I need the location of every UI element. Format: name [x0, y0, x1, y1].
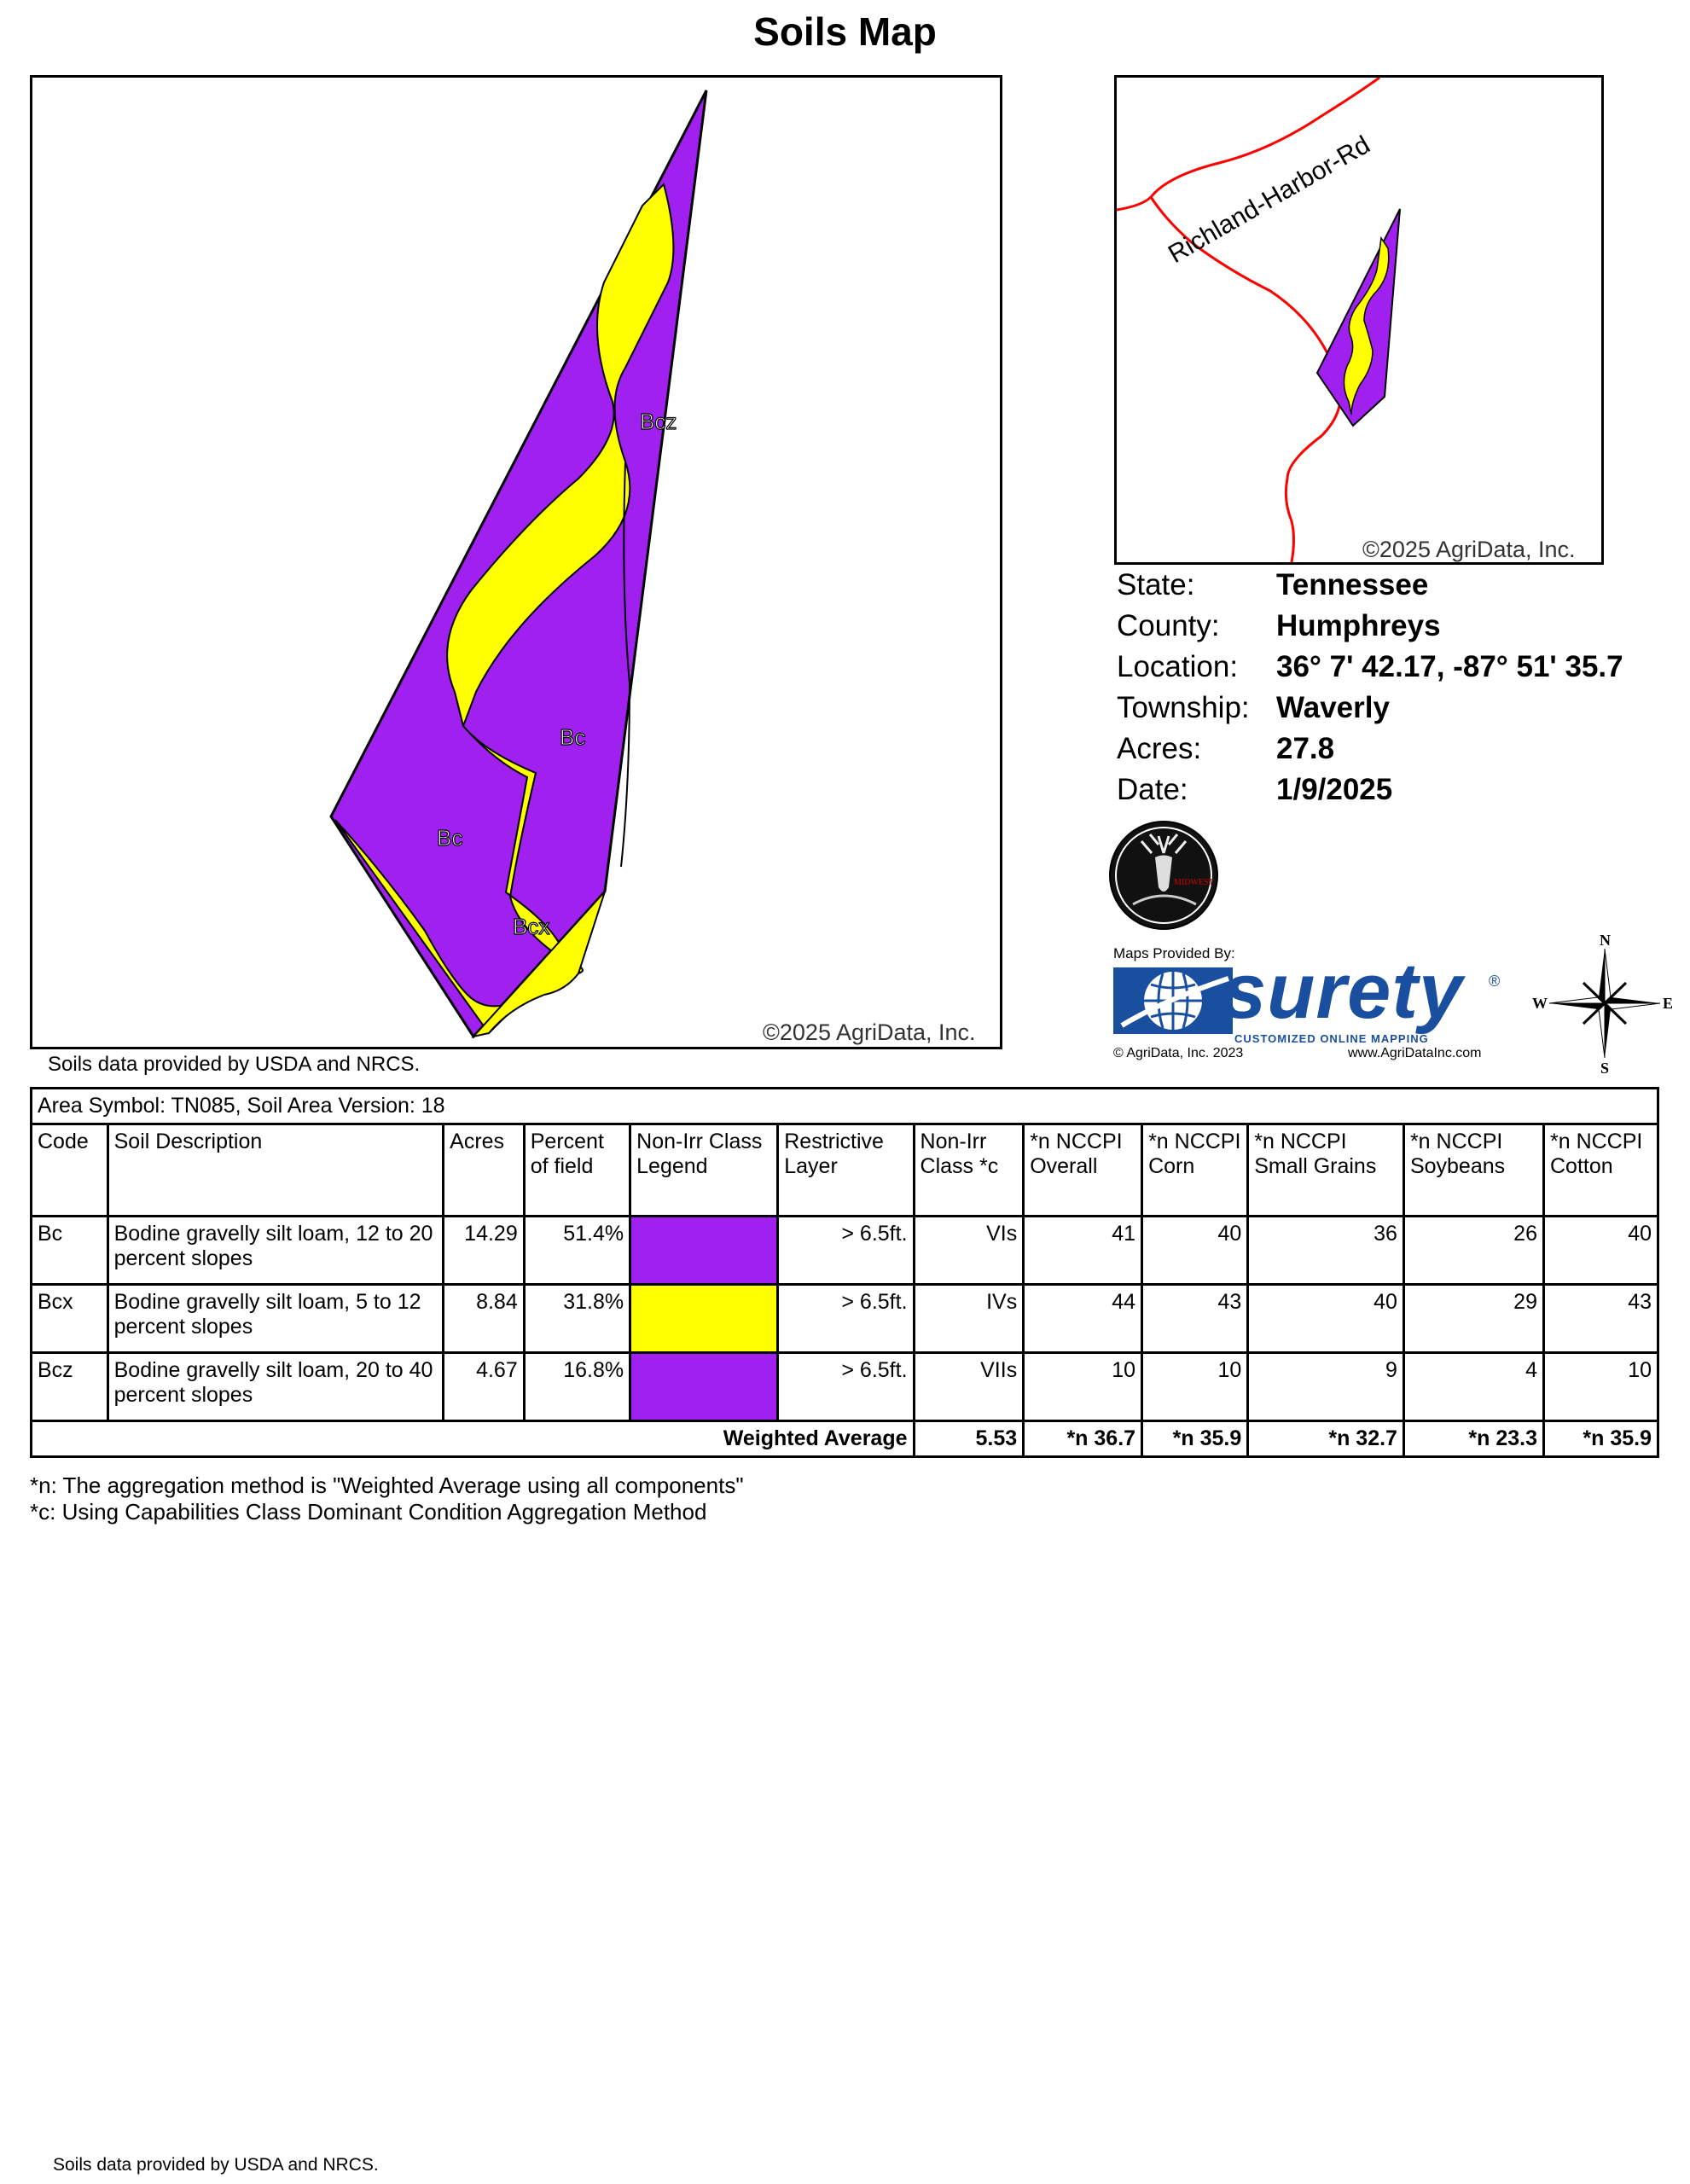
header-corn: *n NCCPI Corn	[1142, 1124, 1248, 1217]
midwest-logo-text: MIDWEST	[1174, 878, 1214, 887]
row-soybeans: 26	[1403, 1217, 1543, 1285]
map-label-bc-2: Bc	[437, 825, 463, 851]
row-cotton: 43	[1543, 1285, 1658, 1353]
row-code: Bcx	[32, 1285, 108, 1353]
row-small-grains: 40	[1248, 1285, 1404, 1353]
surety-tagline: CUSTOMIZED ONLINE MAPPING	[1234, 1032, 1429, 1045]
maps-provided-by: Maps Provided By:	[1113, 945, 1235, 961]
area-symbol: Area Symbol: TN085, Soil Area Version: 18	[32, 1089, 1658, 1124]
row-class: IVs	[914, 1285, 1024, 1353]
page-title: Soils Map	[753, 9, 937, 54]
header-small-grains: *n NCCPI Small Grains	[1248, 1124, 1404, 1217]
compass-icon	[1532, 932, 1677, 1075]
header-percent: Percent of field	[524, 1124, 630, 1217]
compass-e: E	[1663, 995, 1674, 1012]
header-description: Soil Description	[107, 1124, 444, 1217]
inset-copyright: ©2025 AgriData, Inc.	[1362, 537, 1576, 562]
row-restrictive: > 6.5ft.	[778, 1285, 914, 1353]
compass-w: W	[1532, 995, 1548, 1012]
row-acres: 4.67	[444, 1353, 525, 1421]
soil-table	[30, 1087, 1659, 1458]
row-overall: 10	[1024, 1353, 1142, 1421]
row-small-grains: 9	[1248, 1353, 1404, 1421]
table-header-row	[32, 1124, 1658, 1217]
weighted-small-grains: *n 32.7	[1248, 1421, 1404, 1457]
midwest-logo	[1107, 819, 1220, 932]
weighted-soybeans: *n 23.3	[1403, 1421, 1543, 1457]
row-description: Bodine gravelly silt loam, 20 to 40 percent slopes	[107, 1353, 444, 1421]
row-acres: 8.84	[444, 1285, 525, 1353]
row-description: Bodine gravelly silt loam, 12 to 20 percent slopes	[107, 1217, 444, 1285]
header-overall: *n NCCPI Overall	[1024, 1124, 1142, 1217]
row-corn: 43	[1142, 1285, 1248, 1353]
agridata-copyright: © AgriData, Inc. 2023	[1113, 1046, 1244, 1060]
header-restrictive: Restrictive Layer	[778, 1124, 914, 1217]
row-legend-swatch	[630, 1285, 778, 1353]
row-acres: 14.29	[444, 1217, 525, 1285]
weighted-class: 5.53	[914, 1421, 1024, 1457]
row-overall: 41	[1024, 1217, 1142, 1285]
row-overall: 44	[1024, 1285, 1142, 1353]
weighted-average-row	[32, 1421, 1658, 1457]
locator-map	[1114, 75, 1604, 565]
row-corn: 40	[1142, 1217, 1248, 1285]
map-label-bcx: Bcx	[513, 914, 550, 939]
note-n: *n: The aggregation method is "Weighted Average using all components"	[30, 1472, 744, 1498]
soils-map	[30, 75, 1002, 1049]
note-c: *c: Using Capabilities Class Dominant Condition Aggregation Method	[30, 1499, 707, 1525]
header-legend: Non-Irr Class Legend	[630, 1124, 778, 1217]
row-legend-swatch	[630, 1353, 778, 1421]
row-restrictive: > 6.5ft.	[778, 1217, 914, 1285]
header-code: Code	[32, 1124, 108, 1217]
header-class: Non-Irr Class *c	[914, 1124, 1024, 1217]
row-description: Bodine gravelly silt loam, 5 to 12 percent slopes	[107, 1285, 444, 1353]
deer-logo-icon	[1107, 819, 1220, 932]
info-township-value: Waverly	[1276, 691, 1390, 724]
row-cotton: 40	[1543, 1217, 1658, 1285]
weighted-corn: *n 35.9	[1142, 1421, 1248, 1457]
weighted-overall: *n 36.7	[1024, 1421, 1142, 1457]
row-percent: 51.4%	[524, 1217, 630, 1285]
weighted-average-label: Weighted Average	[32, 1421, 915, 1457]
locator-map-drawing	[1117, 78, 1601, 562]
info-location-label: Location:	[1117, 650, 1239, 683]
agridata-website: www.AgriDataInc.com	[1348, 1046, 1482, 1060]
info-date-value: 1/9/2025	[1276, 773, 1393, 806]
header-acres: Acres	[444, 1124, 525, 1217]
info-location-value: 36° 7' 42.17, -87° 51' 35.7	[1276, 650, 1623, 683]
table-row	[32, 1285, 1658, 1353]
header-soybeans: *n NCCPI Soybeans	[1403, 1124, 1543, 1217]
info-county-value: Humphreys	[1276, 609, 1441, 642]
info-acres-label: Acres:	[1117, 732, 1202, 765]
row-cotton: 10	[1543, 1353, 1658, 1421]
registered-mark: ®	[1489, 973, 1501, 990]
info-date-label: Date:	[1117, 773, 1188, 806]
compass-n: N	[1600, 932, 1611, 949]
weighted-cotton: *n 35.9	[1543, 1421, 1658, 1457]
compass-s: S	[1600, 1060, 1610, 1075]
info-township-label: Township:	[1117, 691, 1250, 724]
map-copyright: ©2025 AgriData, Inc.	[763, 1019, 976, 1045]
soils-map-drawing	[32, 78, 1000, 1047]
table-area-row	[32, 1089, 1658, 1124]
compass-rose	[1532, 932, 1677, 1075]
row-percent: 16.8%	[524, 1353, 630, 1421]
info-acres-value: 27.8	[1276, 732, 1335, 765]
row-small-grains: 36	[1248, 1217, 1404, 1285]
row-corn: 10	[1142, 1353, 1248, 1421]
info-state-label: State:	[1117, 568, 1195, 601]
info-county-label: County:	[1117, 609, 1220, 642]
surety-wordmark: surety	[1222, 948, 1464, 1035]
row-legend-swatch	[630, 1217, 778, 1285]
row-class: VIIs	[914, 1353, 1024, 1421]
row-restrictive: > 6.5ft.	[778, 1353, 914, 1421]
road-label: Richland-Harbor-Rd	[1164, 131, 1375, 270]
row-class: VIs	[914, 1217, 1024, 1285]
table-row	[32, 1217, 1658, 1285]
row-percent: 31.8%	[524, 1285, 630, 1353]
row-code: Bc	[32, 1217, 108, 1285]
row-soybeans: 4	[1403, 1353, 1543, 1421]
soils-credit: Soils data provided by USDA and NRCS.	[48, 1053, 421, 1076]
map-label-bcz: Bcz	[640, 409, 677, 434]
map-label-bc-1: Bc	[560, 724, 586, 750]
table-row	[32, 1353, 1658, 1421]
row-soybeans: 29	[1403, 1285, 1543, 1353]
row-code: Bcz	[32, 1353, 108, 1421]
footer-credit: Soils data provided by USDA and NRCS.	[53, 2155, 379, 2175]
info-state-value: Tennessee	[1276, 568, 1429, 601]
header-cotton: *n NCCPI Cotton	[1543, 1124, 1658, 1217]
